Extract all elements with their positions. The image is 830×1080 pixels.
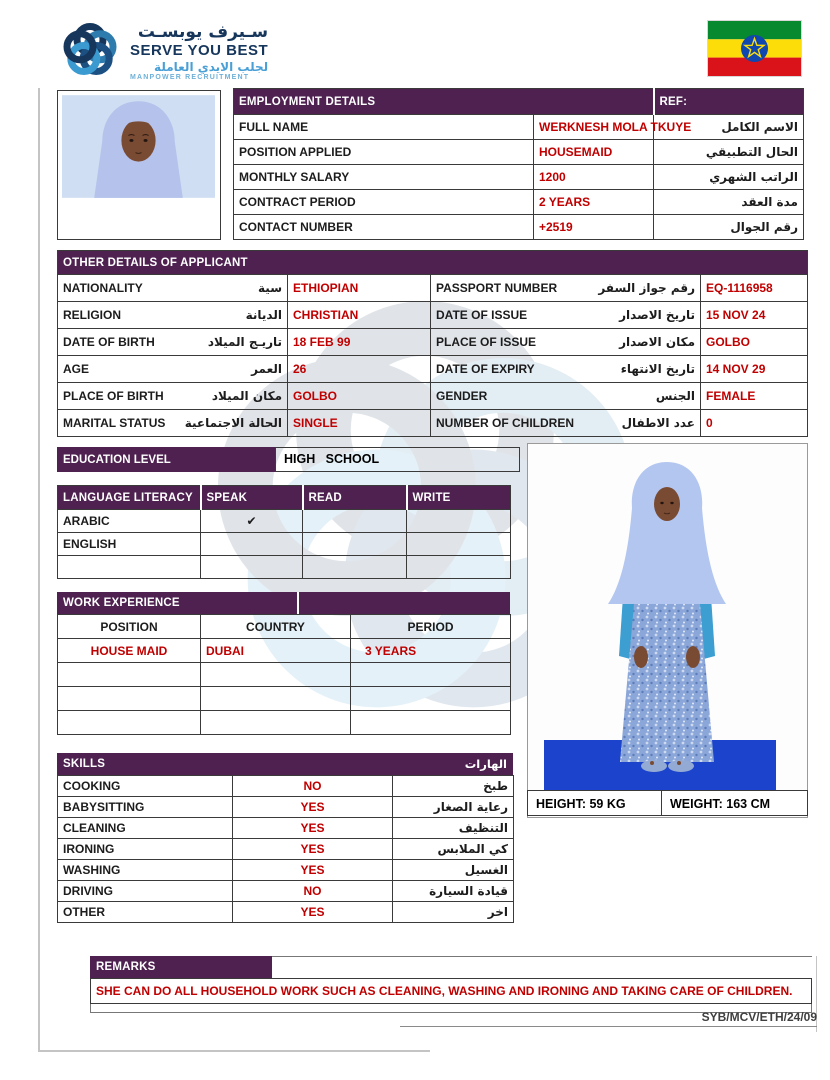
education-level-value: HIGH SCHOOL [275,447,520,472]
table-row [58,275,808,302]
remarks-section [90,956,812,1013]
field-arabic-label: تاريـج الميلاد [207,335,282,349]
work-experience-title: WORK EXPERIENCE [63,597,180,609]
applicant-portrait-photo-frame [57,90,221,240]
period-cell [351,711,511,735]
speak-cell [201,533,303,556]
table-row [58,881,514,902]
field-label: PLACE OF BIRTH [63,389,164,403]
remarks-header-line [272,956,812,978]
column-header: PERIOD [351,615,511,639]
position-cell: HOUSE MAID [58,639,201,663]
skill-value: NO [233,881,393,902]
field-label: PASSPORT NUMBER [436,281,558,295]
position-cell [58,687,201,711]
skills-title: SKILLS [63,758,106,770]
column-header: SPEAK [201,486,303,510]
field-value: +2519 [534,215,654,240]
country-cell [201,663,351,687]
skill-label: BABYSITTING [58,797,233,818]
field-value: 18 FEB 99 [288,329,431,356]
country-cell [201,687,351,711]
table-row [58,302,808,329]
remarks-text: SHE CAN DO ALL HOUSEHOLD WORK SUCH AS CLEANING, WASHING AND IRONING AND TAKING CARE OF CHILDREN. [90,978,812,1004]
column-header: READ [303,486,407,510]
table-row [58,329,808,356]
period-cell [351,663,511,687]
table-row [58,383,808,410]
skill-value: YES [233,860,393,881]
field-label: DATE OF EXPIRY [436,362,535,376]
field-arabic-label: رقم جواز السفر [598,281,695,295]
field-arabic-label: مدة العقد [654,190,804,215]
skill-value: YES [233,818,393,839]
field-label: NUMBER OF CHILDREN [436,416,574,430]
field-value: HOUSEMAID [534,140,654,165]
skill-value: YES [233,797,393,818]
language-name: ENGLISH [58,533,201,556]
height-value: HEIGHT: 59 KG [527,790,662,816]
table-row [58,533,511,556]
field-value: FEMALE [701,383,808,410]
footer-reference-code: SYB/MCV/ETH/24/09 [400,1010,817,1027]
brand-name: SERVE YOU BEST [130,42,269,60]
field-label: AGE [63,362,90,376]
field-label: CONTACT NUMBER [234,215,534,240]
speak-checkmark: ✔ [201,510,303,533]
table-row [58,510,511,533]
table-row [234,115,804,140]
field-value: 14 NOV 29 [701,356,808,383]
applicant-portrait-photo [62,95,216,198]
field-arabic-label: رقم الجوال [654,215,804,240]
skill-value: YES [233,839,393,860]
field-value: GOLBO [288,383,431,410]
field-arabic-label: الراتب الشهري [654,165,804,190]
position-cell [58,711,201,735]
field-arabic-label: مكان الميلاد [211,389,282,403]
serve-you-best-knot-logo-icon [58,18,122,87]
header-divider [297,592,299,614]
skill-label: CLEANING [58,818,233,839]
field-value: GOLBO [701,329,808,356]
field-value: WERKNESH MOLA TKUYE [534,115,654,140]
position-cell [58,663,201,687]
page-bottom-edge [38,1050,430,1052]
field-value: 1200 [534,165,654,190]
table-row [234,140,804,165]
skill-arabic-label: الغسيل [393,860,514,881]
table-row [58,818,514,839]
employment-ref-label: REF: [654,89,804,115]
skills-header [57,753,513,775]
skill-arabic-label: كي الملابس [393,839,514,860]
other-details-table [57,250,808,437]
skill-label: DRIVING [58,881,233,902]
field-label: GENDER [436,389,488,403]
period-cell: 3 YEARS [351,639,511,663]
skill-arabic-label: طبخ [393,776,514,797]
field-arabic-label: الاسم الكامل [654,115,804,140]
field-arabic-label: العمر [251,362,282,376]
brand-arabic-tagline: لجلب الايدي العاملة [154,60,269,75]
country-cell: DUBAI [201,639,351,663]
field-value: ETHIOPIAN [288,275,431,302]
period-cell [351,687,511,711]
field-arabic-label: تاريخ الانتهاء [620,362,695,376]
field-label: FULL NAME [234,115,534,140]
field-value: 26 [288,356,431,383]
table-row [234,215,804,240]
skills-table [57,775,514,923]
skill-value: NO [233,776,393,797]
field-value: 0 [701,410,808,437]
field-arabic-label: سية [258,281,282,295]
table-row [58,902,514,923]
brand-logo-block [58,18,268,87]
write-cell [407,556,511,579]
brand-arabic-name: سـيرف يوبسـت [137,22,269,43]
field-label: MONTHLY SALARY [234,165,534,190]
education-level-label: EDUCATION LEVEL [57,447,275,472]
field-value: 2 YEARS [534,190,654,215]
table-row [58,860,514,881]
field-arabic-label: مكان الاصدار [619,335,695,349]
column-header: WRITE [407,486,511,510]
field-label: MARITAL STATUS [63,416,166,430]
ethiopia-flag-icon [707,20,802,77]
field-arabic-label: تاريخ الاصدار [619,308,695,322]
table-row [58,687,511,711]
table-row [58,410,808,437]
remarks-title: REMARKS [90,956,272,978]
skill-label: IRONING [58,839,233,860]
field-arabic-label: الديانة [245,308,282,322]
table-row [234,190,804,215]
read-cell [303,533,407,556]
skill-label: COOKING [58,776,233,797]
employment-details-title: EMPLOYMENT DETAILS [234,89,654,115]
brand-tagline: MANPOWER RECRUITMENT [130,74,250,82]
field-arabic-label: الحال التطبيقي [654,140,804,165]
other-details-title: OTHER DETAILS OF APPLICANT [58,251,808,275]
table-row [234,165,804,190]
column-header: COUNTRY [201,615,351,639]
column-header: POSITION [58,615,201,639]
field-value: SINGLE [288,410,431,437]
field-label: NATIONALITY [63,281,143,295]
table-row [58,797,514,818]
table-row [58,776,514,797]
field-label: DATE OF ISSUE [436,308,528,322]
field-arabic-label: الجنس [655,389,695,403]
weight-value: WEIGHT: 163 CM [662,790,808,816]
write-cell [407,533,511,556]
work-experience-header [57,592,510,614]
skill-arabic-label: قيادة السيارة [393,881,514,902]
skill-arabic-label: التنظيف [393,818,514,839]
write-cell [407,510,511,533]
field-label: RELIGION [63,308,122,322]
table-row [58,639,511,663]
field-label: PLACE OF ISSUE [436,335,537,349]
skills-title-arabic: الهارات [464,757,507,771]
skill-arabic-label: رعاية الصغار [393,797,514,818]
work-experience-table [57,614,511,735]
language-name [58,556,201,579]
read-cell [303,556,407,579]
table-row [58,711,511,735]
speak-cell [201,556,303,579]
language-literacy-table [57,485,511,579]
applicant-full-body-photo-frame [527,443,808,818]
table-row [58,356,808,383]
field-value: CHRISTIAN [288,302,431,329]
field-label: DATE OF BIRTH [63,335,155,349]
read-cell [303,510,407,533]
column-header: LANGUAGE LITERACY [58,486,201,510]
employment-details-table [233,88,804,240]
applicant-full-body-photo [528,444,807,790]
country-cell [201,711,351,735]
language-name: ARABIC [58,510,201,533]
field-value: EQ-1116958 [701,275,808,302]
field-value: 15 NOV 24 [701,302,808,329]
skill-value: YES [233,902,393,923]
page-left-edge [38,88,40,1052]
field-label: POSITION APPLIED [234,140,534,165]
skill-label: OTHER [58,902,233,923]
table-row [58,556,511,579]
skill-label: WASHING [58,860,233,881]
table-row [58,839,514,860]
field-label: CONTRACT PERIOD [234,190,534,215]
skill-arabic-label: اخر [393,902,514,923]
table-row [58,663,511,687]
field-arabic-label: عدد الاطفال [621,416,695,430]
field-arabic-label: الحالة الاجتماعية [184,416,282,430]
photo-measurements-row [527,790,808,818]
